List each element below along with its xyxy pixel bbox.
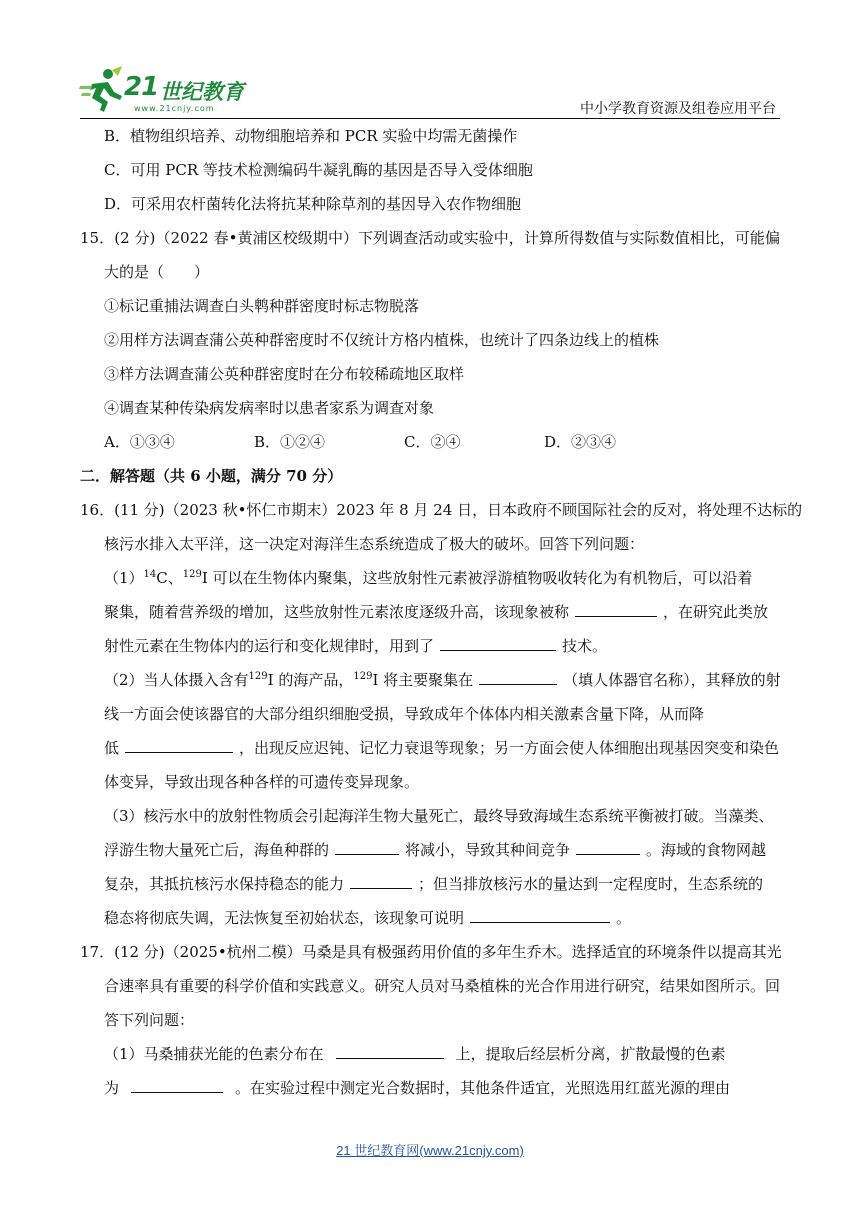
text: （填人体器官名称），其释放的射 (563, 671, 781, 689)
q17-stem-line3: 答下列问题： (104, 1011, 195, 1029)
text: 将减小，导致其种间竞争 (405, 841, 571, 859)
q16-part3-line2 (104, 840, 766, 860)
q16-part3-line3 (104, 874, 763, 894)
answer-blank[interactable] (335, 840, 399, 855)
answer-blank[interactable] (125, 738, 233, 753)
text: 低 (104, 739, 120, 757)
text: （1）马桑捕获光能的色素分布在 (104, 1045, 324, 1063)
q14-option-d: D．可采用农杆菌转化法将抗某种除草剂的基因导入农作物细胞 (104, 195, 522, 213)
superscript: 129 (182, 569, 202, 580)
q16-stem-line2: 核污水排入太平洋，这一决定对海洋生态系统造成了极大的破坏。回答下列问题： (104, 535, 645, 553)
text: I 将主要聚集在 (372, 671, 474, 689)
answer-blank[interactable] (576, 840, 640, 855)
superscript: 14 (143, 569, 157, 580)
q16-part2-line3 (104, 738, 779, 758)
q15-stem-line2: 大的是（ ） (104, 263, 210, 281)
text: 上，提取后经层析分离，扩散最慢的色素 (455, 1045, 726, 1063)
answer-blank[interactable] (350, 874, 412, 889)
logo (78, 66, 258, 116)
page-header (0, 0, 860, 120)
logo-url: www.21cnjy.com (134, 104, 215, 113)
text: 。 (616, 909, 632, 927)
text: I 可以在生物体内聚集，这些放射性元素被浮游植物吸收转化为有机物后，可以沿着 (201, 569, 753, 587)
q14-option-b: B．植物组织培养、动物细胞培养和 PCR 实验中均需无菌操作 (104, 127, 518, 145)
text: ，出现反应迟钝、记忆力衰退等现象；另一方面会使人体细胞出现基因突变和染色 (239, 739, 780, 757)
q16-part2-line4: 体变异，导致出现各种各样的可遗传变异现象。 (104, 773, 420, 791)
text: ，在研究此类放 (663, 603, 769, 621)
q16-stem-line1: 16．(11 分)（2023 秋•怀仁市期末）2023 年 8 月 24 日，日本政府不顾国际社会的反对，将处理不达标的 (80, 501, 803, 519)
answer-blank[interactable] (479, 670, 557, 685)
text: 聚集，随着营养级的增加，这些放射性元素浓度逐级升高，该现象被称 (104, 603, 570, 621)
text: （1） (104, 569, 144, 587)
text: 技术。 (562, 637, 608, 655)
superscript: 129 (248, 671, 268, 682)
q17-stem-line2: 合速率具有重要的科学价值和实践意义。研究人员对马桑植株的光合作用进行研究，结果如图所示。回 (104, 977, 780, 995)
q16-part1-line2 (104, 602, 768, 622)
q17-part1-line2 (104, 1078, 730, 1098)
text: C、 (156, 569, 183, 587)
q15-option-c: C．②④ (404, 433, 461, 451)
q15-option-d: D．②③④ (544, 433, 617, 451)
q15-option-b: B．①②④ (254, 433, 326, 451)
text: （2）当人体摄入含有 (104, 671, 249, 689)
runner-icon (78, 66, 126, 114)
q16-part2-line1 (104, 670, 781, 690)
text: 稳态将彻底失调，无法恢复至初始状态，该现象可说明 (104, 909, 465, 927)
q16-part1-line1 (104, 568, 753, 588)
q17-stem-line1: 17．(12 分)（2025•杭州二模）马桑是具有极强药用价值的多年生乔木。选择适宜的环境条件以提高其光 (80, 943, 782, 961)
text: ；但当排放核污水的量达到一定程度时，生态系统的 (418, 875, 764, 893)
text: I 的海产品， (267, 671, 354, 689)
q15-options (104, 432, 616, 452)
q16-part1-line3 (104, 636, 607, 656)
section-heading: 二．解答题（共 6 小题，满分 70 分） (80, 467, 343, 485)
q16-part3-line1: （3）核污水中的放射性物质会引起海洋生物大量死亡，最终导致海域生态系统平衡被打破。当藻类、 (104, 807, 774, 825)
answer-blank[interactable] (575, 602, 657, 617)
header-divider (80, 118, 780, 119)
text: 射性元素在生物体内的运行和变化规律时，用到了 (104, 637, 435, 655)
q15-item-4: ④调查某种传染病发病率时以患者家系为调查对象 (104, 399, 435, 417)
q16-part3-line4 (104, 908, 631, 928)
logo-text: 世纪教育 (160, 80, 244, 104)
text: 为 (104, 1079, 120, 1097)
q14-option-c: C．可用 PCR 等技术检测编码牛凝乳酶的基因是否导入受体细胞 (104, 161, 533, 179)
answer-blank[interactable] (131, 1078, 223, 1093)
q15-option-a: A．①③④ (104, 433, 175, 451)
answer-blank[interactable] (470, 908, 610, 923)
q16-part2-line2: 线一方面会使该器官的大部分组织细胞受损，导致成年个体体内相关激素含量下降，从而降 (104, 705, 705, 723)
logo-number: 21 (124, 72, 159, 102)
q15-item-2: ②用样方法调查蒲公英种群密度时不仅统计方格内植株，也统计了四条边线上的植株 (104, 331, 660, 349)
text: 。海域的食物网越 (646, 841, 767, 859)
text: 浮游生物大量死亡后，海鱼种群的 (104, 841, 330, 859)
platform-title: 中小学教育资源及组卷应用平台 (580, 101, 776, 117)
answer-blank[interactable] (440, 636, 556, 651)
q17-part1-line1 (104, 1044, 726, 1064)
text: 。在实验过程中测定光合数据时，其他条件适宜，光照选用红蓝光源的理由 (235, 1079, 731, 1097)
superscript: 129 (353, 671, 373, 682)
answer-blank[interactable] (336, 1044, 444, 1059)
q15-item-1: ①标记重捕法调查白头鹎种群密度时标志物脱落 (104, 297, 420, 315)
q15-item-3: ③样方法调查蒲公英种群密度时在分布较稀疏地区取样 (104, 365, 465, 383)
text: 复杂，其抵抗核污水保持稳态的能力 (104, 875, 345, 893)
footer-link[interactable]: 21 世纪教育网(www.21cnjy.com) (336, 1143, 524, 1158)
q15-stem-line1: 15．(2 分)（2022 春•黄浦区校级期中）下列调查活动或实验中，计算所得数值与实际数值相比，可能偏 (80, 229, 780, 247)
